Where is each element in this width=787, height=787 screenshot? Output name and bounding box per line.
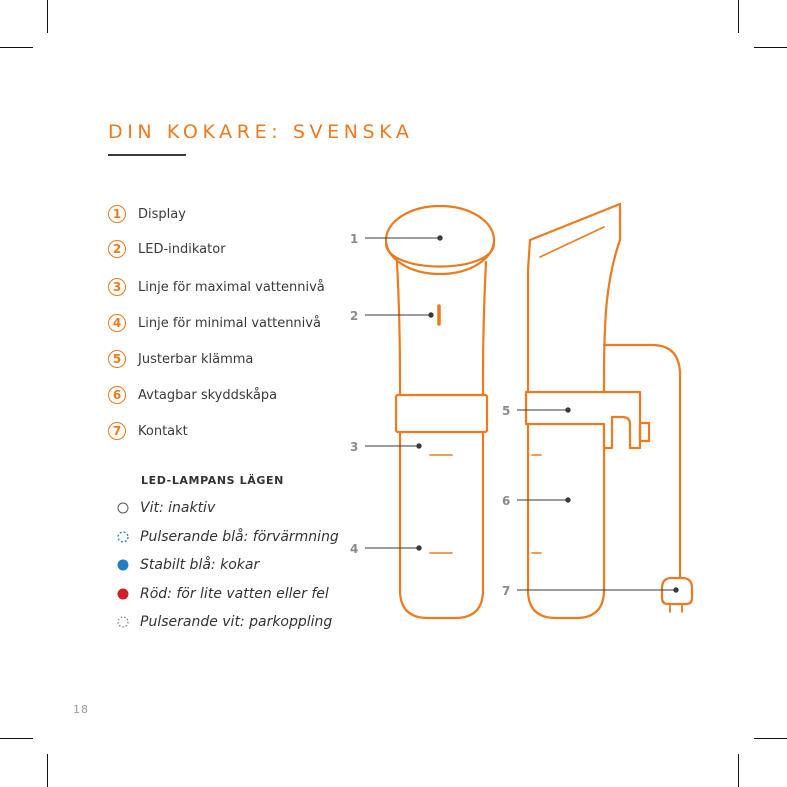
page-title: DIN KOKARE: SVENSKA bbox=[108, 120, 414, 143]
legend-number: 4 bbox=[108, 314, 126, 332]
legend-label: Linje för maximal vattennivå bbox=[138, 279, 325, 295]
callout-number: 1 bbox=[350, 232, 359, 246]
legend-number: 3 bbox=[108, 278, 126, 296]
callout-number: 6 bbox=[502, 494, 511, 508]
legend-number: 2 bbox=[108, 240, 126, 258]
led-mode-label: Stabilt blå: kokar bbox=[140, 557, 260, 573]
legend-label: Justerbar klämma bbox=[138, 351, 254, 367]
power-cable bbox=[604, 345, 680, 582]
legend-number: 1 bbox=[108, 205, 126, 223]
clamp-knob bbox=[640, 423, 649, 441]
callout-number: 7 bbox=[502, 584, 511, 598]
legend-number: 7 bbox=[108, 422, 126, 440]
callout-number: 4 bbox=[350, 542, 359, 556]
callout-number: 3 bbox=[350, 440, 359, 454]
led-mode-label: Pulserande vit: parkoppling bbox=[140, 614, 333, 630]
led-mode-label: Röd: för lite vatten eller fel bbox=[140, 586, 329, 602]
legend-label: LED-indikator bbox=[138, 241, 226, 257]
page-number: 18 bbox=[73, 703, 89, 716]
legend-label: Display bbox=[138, 206, 186, 222]
legend-number: 6 bbox=[108, 386, 126, 404]
callout-number: 5 bbox=[502, 404, 511, 418]
led-modes-heading: LED-LAMPANS LÄGEN bbox=[141, 474, 284, 487]
legend-label: Avtagbar skyddskåpa bbox=[138, 387, 278, 403]
legend-label: Kontakt bbox=[138, 423, 188, 439]
led-mode-label: Vit: inaktiv bbox=[140, 500, 216, 516]
callout-number: 2 bbox=[350, 309, 359, 323]
cooker-side-clamp bbox=[526, 392, 640, 448]
cooker-clamp-band bbox=[396, 395, 487, 432]
legend-number: 5 bbox=[108, 350, 126, 368]
legend-label: Linje för minimal vattennivå bbox=[138, 315, 321, 331]
led-mode-label: Pulserande blå: förvärmning bbox=[140, 529, 339, 545]
